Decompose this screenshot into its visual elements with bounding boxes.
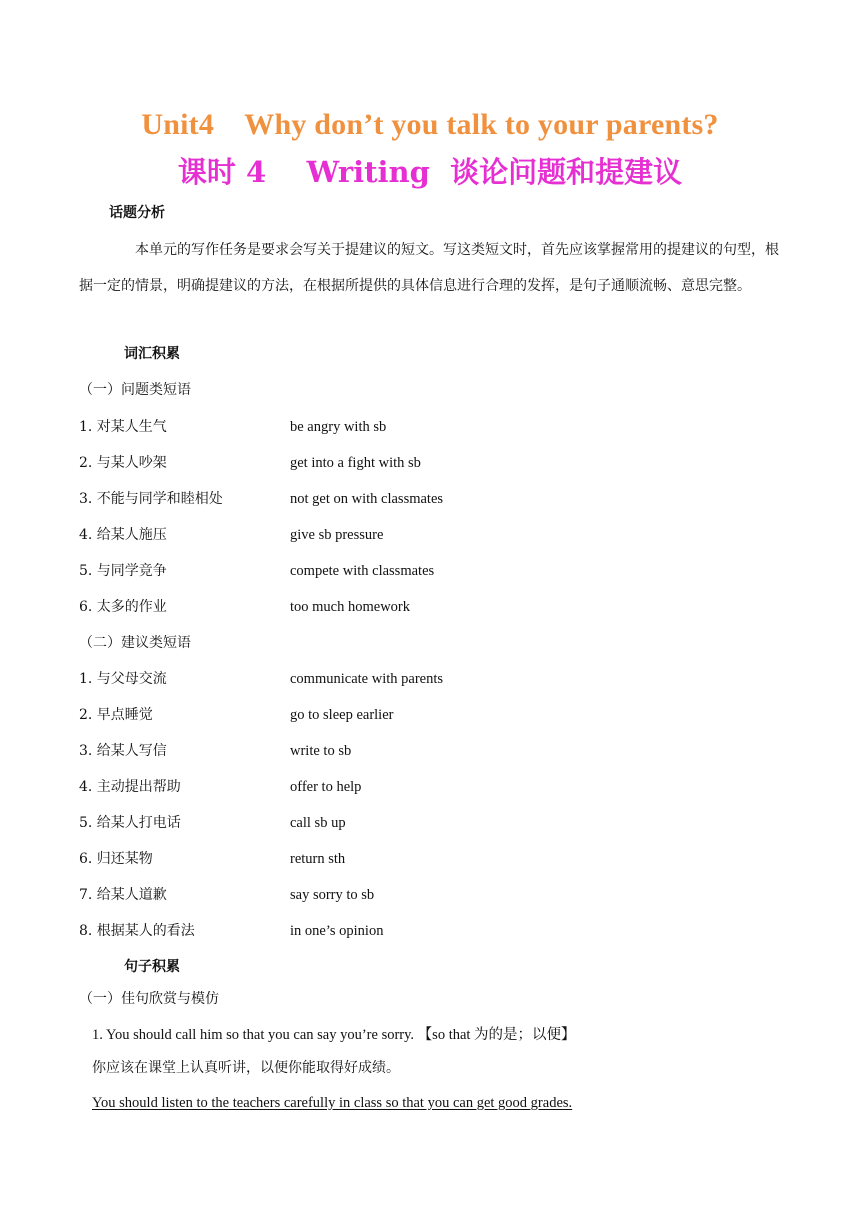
- phrase-chinese: 4. 主动提出帮助: [79, 779, 181, 795]
- phrase-chinese: 1. 对某人生气: [79, 419, 167, 435]
- phrase-english: call sb up: [290, 815, 346, 831]
- topic-paragraph: 本单元的写作任务是要求会写关于提建议的短文。写这类短文时，首先应该掌握常用的提建议的句型，根据一定的情景，明确提建议的方法，在根据所提供的具体信息进行合理的发挥，是句子通顺流畅、意思完整。: [79, 242, 779, 294]
- phrase-english: be angry with sb: [290, 419, 387, 435]
- section2-heading: （二）建议类短语: [79, 635, 191, 651]
- phrase-english: not get on with classmates: [290, 491, 444, 507]
- phrase-english: offer to help: [290, 779, 362, 795]
- phrase-english: in one’s opinion: [290, 923, 384, 939]
- sentence-heading: 句子积累: [124, 959, 180, 975]
- phrase-english: return sth: [290, 851, 346, 867]
- phrase-chinese: 8. 根据某人的看法: [79, 923, 195, 939]
- vocab-heading: 词汇积累: [124, 346, 180, 362]
- topic-heading: 话题分析: [109, 205, 165, 221]
- phrase-chinese: 6. 太多的作业: [79, 599, 167, 615]
- phrase-english: too much homework: [290, 599, 411, 615]
- phrase-chinese: 5. 与同学竞争: [79, 563, 167, 579]
- example-answer: You should listen to the teachers carefully in class so that you can get good grades.: [92, 1095, 573, 1111]
- phrase-chinese: 1. 与父母交流: [79, 671, 167, 687]
- phrase-chinese: 2. 早点睡觉: [79, 707, 153, 723]
- phrase-chinese: 3. 不能与同学和睦相处: [79, 491, 223, 507]
- section1-heading: （一）问题类短语: [79, 382, 191, 398]
- phrase-english: give sb pressure: [290, 527, 384, 543]
- phrase-english: write to sb: [290, 743, 352, 759]
- sentence-section-heading: （一）佳句欣赏与模仿: [79, 991, 219, 1007]
- phrase-chinese: 2. 与某人吵架: [79, 455, 167, 471]
- phrase-english: compete with classmates: [290, 563, 435, 579]
- phrase-english: communicate with parents: [290, 671, 444, 687]
- document-title-unit: Unit4 Why don’t you talk to your parents?: [141, 108, 719, 141]
- example-sentence: 1. You should call him so that you can say you’re sorry. 【so that 为的是；以便】: [92, 1027, 576, 1043]
- phrase-chinese: 3. 给某人写信: [79, 743, 167, 759]
- phrase-chinese: 6. 归还某物: [79, 851, 153, 867]
- document-title-lesson: 课时 4 Writing 谈论问题和提建议: [177, 155, 683, 189]
- example-translation: 你应该在课堂上认真听讲，以便你能取得好成绩。: [92, 1060, 400, 1076]
- phrase-chinese: 7. 给某人道歉: [79, 887, 167, 903]
- phrase-chinese: 5. 给某人打电话: [79, 815, 181, 831]
- phrase-english: go to sleep earlier: [290, 707, 394, 723]
- phrase-english: get into a fight with sb: [290, 455, 421, 471]
- phrase-chinese: 4. 给某人施压: [79, 527, 167, 543]
- phrase-english: say sorry to sb: [290, 887, 375, 903]
